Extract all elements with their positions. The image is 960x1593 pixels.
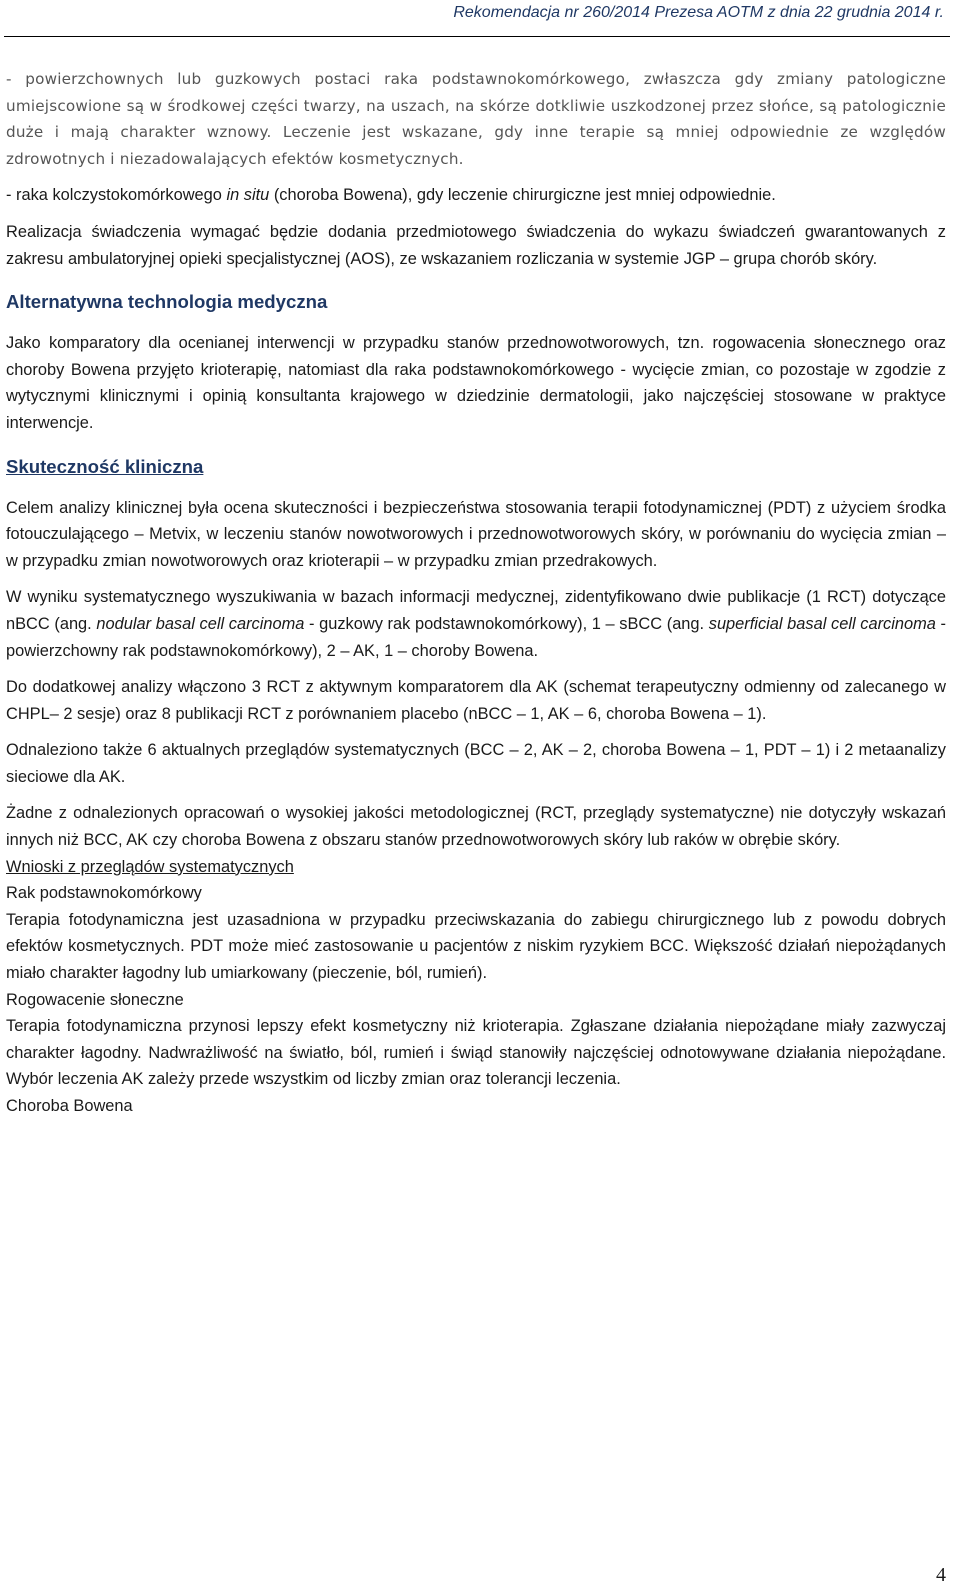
wnioski-rog-text: Terapia fotodynamiczna przynosi lepszy efekt kosmetyczny niż krioterapia. Zgłaszane działania niepożądane miały zazwyczaj charakter łagodny. Nadwrażliwość na światło, ból, rumień i świąd stanowiły najczęściej odnotowywane działania niepożądane. Wybór leczenia AK zależy przede wszystkim od liczby zmian oraz tolerancji leczenia. <box>6 1017 946 1089</box>
document-header: Rekomendacja nr 260/2014 Prezesa AOTM z dnia 22 grudnia 2014 r. <box>453 4 944 21</box>
alternatywna-paragraph: Jako komparatory dla ocenianej interwencji w przypadku stanów przednowotworowych, tzn. rogowacenia słonecznego oraz choroby Bowena przyjęto krioterapię, natomiast dla raka podstawnokomórkowego - wycięcie zmian, co pozostaje w zgodzie z wytycznymi klinicznymi i opinią konsultanta krajowego w dziedzinie dermatologii, jako najczęściej stosowane w praktyce interwencje. <box>6 334 946 432</box>
skutecznosc-p2-c: - powierzchowny rak podstawnokomórkowy), 2 – AK, 1 – choroby Bowena. <box>6 614 946 660</box>
skutecznosc-p2-b: - guzkowy rak podstawnokomórkowy), 1 – sBCC (ang. <box>304 614 709 633</box>
bullet-bowen-pre: - raka kolczystokomórkowego <box>6 186 227 205</box>
skutecznosc-p2-italic-1: nodular basal cell carcinoma <box>96 614 305 633</box>
wnioski-rak-label: Rak podstawnokomórkowy <box>6 884 202 903</box>
skutecznosc-p2-italic-2: superficial basal cell carcinoma <box>708 614 936 633</box>
wnioski-bowen-label: Choroba Bowena <box>6 1097 133 1115</box>
skutecznosc-p2 <box>6 584 946 664</box>
page-number: 4 <box>936 1564 946 1586</box>
bullet-bowen-italic: in situ <box>226 186 270 205</box>
skutecznosc-p2-a: W wyniku systematycznego wyszukiwania w bazach informacji medycznej, zidentyfikowano dwie publikacje (1 RCT) dotyczące nBCC (ang. <box>6 588 946 633</box>
realizacja-paragraph: Realizacja świadczenia wymagać będzie dodania przedmiotowego świadczenia do wykazu świadczeń gwarantowanych z zakresu ambulatoryjnej opieki specjalistycznej (AOS), ze wskazaniem rozliczania w systemie JGP – grupa chorób skóry. <box>6 222 946 268</box>
bullet-bcc-indications: - powierzchownych lub guzkowych postaci raka podstawnokomórkowego, zwłaszcza gdy zmiany patologiczne umiejscowione są w środkowej części twarzy, na uszach, na skórze dotkliwie uszkodzonej przez słońce, są patologicznie duże i mają charakter wznowy. Leczenie jest wskazane, gdy inne terapie są mniej odpowiednie ze względów zdrowotnych i niezadowalających efektów kosmetycznych. <box>6 70 946 168</box>
document-body <box>6 66 946 1120</box>
skutecznosc-p4: Odnaleziono także 6 aktualnych przeglądów systematycznych (BCC – 2, AK – 2, choroba Bowena – 1, PDT – 1) i 2 metaanalizy sieciowe dla AK. <box>6 741 946 786</box>
bullet-bowen-indication <box>6 182 946 209</box>
heading-skutecznosc: Skuteczność kliniczna <box>6 455 204 477</box>
heading-alternatywna: Alternatywna technologia medyczna <box>6 291 328 313</box>
bullet-bowen-post: (choroba Bowena), gdy leczenie chirurgiczne jest mniej odpowiednie. <box>269 186 776 205</box>
skutecznosc-p1: Celem analizy klinicznej była ocena skuteczności i bezpieczeństwa stosowania terapii fotodynamicznej (PDT) z użyciem środka fotouczulającego – Metvix, w leczeniu stanów nowotworowych i przednowotworowych skóry, w porównaniu do wycięcia zmian – w przypadku zmian nowotworowych oraz krioterapii – w przypadku zmian przedrakowych. <box>6 498 946 570</box>
header-divider <box>4 36 950 37</box>
skutecznosc-p5: Żadne z odnalezionych opracowań o wysokiej jakości metodologicznej (RCT, przeglądy systematyczne) nie dotyczyły wskazań innych niż BCC, AK czy choroba Bowena z obszaru stanów przednowotworowych skóry lub raków w obrębie skóry. <box>6 804 946 850</box>
skutecznosc-p3: Do dodatkowej analizy włączono 3 RCT z aktywnym komparatorem dla AK (schemat terapeutyczny odmienny od zalecanego w CHPL– 2 sesje) oraz 8 publikacji RCT z porównaniem placebo (nBCC – 1, AK – 6, choroba Bowena – 1). <box>6 678 946 723</box>
heading-wnioski: Wnioski z przeglądów systematycznych <box>6 857 294 876</box>
wnioski-rak-text: Terapia fotodynamiczna jest uzasadniona w przypadku przeciwskazania do zabiegu chirurgicznego lub z powodu dobrych efektów kosmetycznych. PDT może mieć zastosowanie u pacjentów z niskim ryzykiem BCC. Większość działań niepożądanych miało charakter łagodny lub umiarkowany (pieczenie, ból, rumień). <box>6 910 946 983</box>
wnioski-rog-label: Rogowacenie słoneczne <box>6 990 184 1009</box>
